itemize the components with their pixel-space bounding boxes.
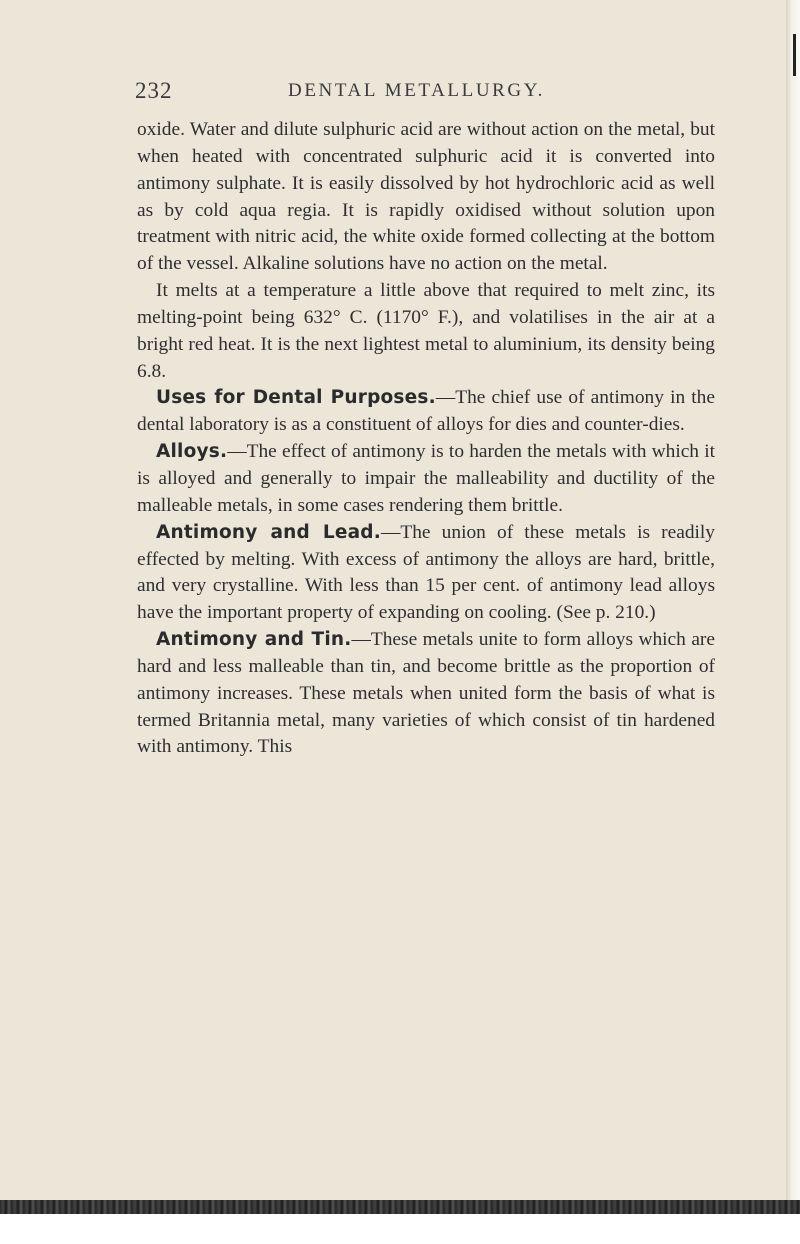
paragraph-alloys — [137, 439, 715, 520]
paragraph-text: oxide. Water and dilute sulphuric acid are without action on the metal, but when heated with concentrated sulphuric acid it is converted into antimony sulphate. It is easily dissolved by hot hydrochloric acid as well as by cold aqua regia. It is rapidly oxidised without solution upon treatment with nitric acid, the white oxide formed collecting at the bottom of the vessel. Alkaline solutions have no action on the metal. — [137, 119, 715, 275]
scan-bottom-margin — [0, 1214, 800, 1244]
section-heading-antimony-tin: Antimony and Tin. — [156, 629, 352, 651]
paragraph-text: —The chief use of antimony in the dental laboratory is as a constituent of alloys for dies and counter-dies. — [137, 387, 715, 436]
paragraph-antimony-tin — [137, 627, 715, 761]
paragraph-melting-point — [137, 278, 715, 385]
paragraph-text: It melts at a temperature a little above that required to melt zinc, its melting-point being 632° C. (1170° F.), and volatilises in the air at a bright red heat. It is the next lightest metal to aluminium, its density being 6.8. — [137, 280, 715, 382]
paragraph-text: —These metals unite to form alloys which are hard and less malleable than tin, and become brittle as the proportion of antimony increases. These metals when united form the basis of what is termed Britannia metal, many varieties of which consist of tin hardened with antimony. This — [137, 629, 715, 758]
scan-edge — [786, 0, 800, 1244]
paragraph-oxide — [137, 117, 715, 278]
section-heading-alloys: Alloys. — [156, 441, 228, 463]
paragraph-antimony-lead — [137, 520, 715, 627]
section-heading-antimony-lead: Antimony and Lead. — [156, 521, 381, 543]
body-text — [137, 117, 715, 761]
paragraph-text: —The union of these metals is readily effected by melting. With excess of antimony the alloys are hard, brittle, and very crystalline. With less than 15 per cent. of antimony lead alloys have the important property of expanding on cooling. (See p. 210.) — [137, 521, 716, 624]
page-number: 232 — [135, 78, 173, 103]
paragraph-text: —The effect of antimony is to harden the metals with which it is alloyed and generally to impair the malleability and ductility of the malleable metals, in some cases rendering them brittle. — [137, 441, 715, 516]
paragraph-uses — [137, 385, 715, 439]
running-head — [0, 78, 800, 108]
scan-edge-mark — [793, 34, 796, 76]
running-title: DENTAL METALLURGY. — [288, 80, 545, 101]
scan-bottom-band — [0, 1200, 800, 1214]
section-heading-uses: Uses for Dental Purposes. — [156, 387, 436, 409]
